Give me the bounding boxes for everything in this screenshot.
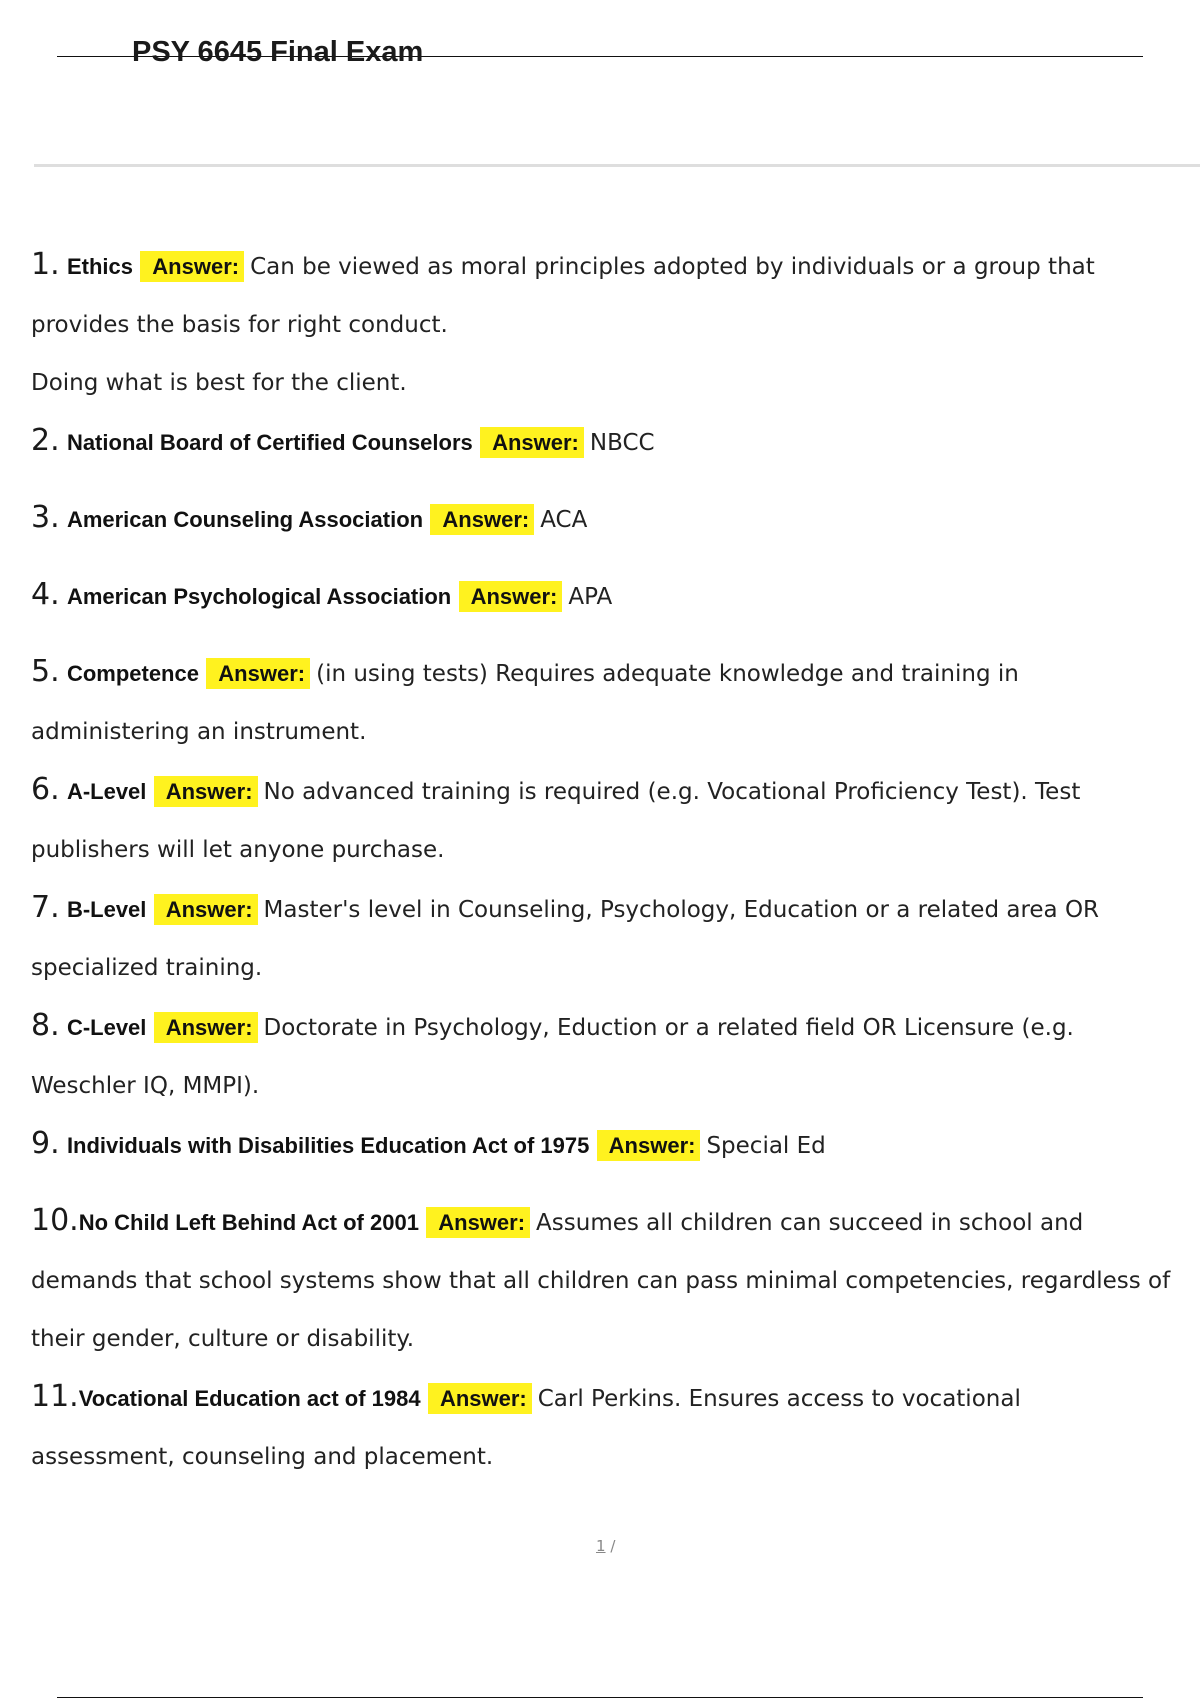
answer-text: Carl Perkins. Ensures access to vocational assessment, counseling and placement. <box>31 1386 1021 1470</box>
question-term: Individuals with Disabilities Education Act of 1975 <box>66 1133 590 1158</box>
answer-text: ACA <box>540 507 588 533</box>
header-divider <box>34 164 1200 167</box>
question-number: 2. <box>31 423 60 458</box>
footer-rule <box>57 1697 1143 1698</box>
question-item-2 <box>31 412 1171 472</box>
answer-text: Can be viewed as moral principles adopted by individuals or a group that provides the basis for right conduct. <box>31 254 1095 338</box>
question-term: C-Level <box>66 1015 147 1040</box>
question-term: No Child Left Behind Act of 2001 <box>78 1210 419 1235</box>
answer-text: NBCC <box>589 430 655 456</box>
answer-text: No advanced training is required (e.g. Vocational Proficiency Test). Test publishers will let anyone purchase. <box>31 779 1081 863</box>
answer-text: (in using tests) Requires adequate knowledge and training in administering an instrument. <box>31 661 1019 745</box>
answer-label: Answer: <box>154 776 258 807</box>
document-title: PSY 6645 Final Exam <box>132 36 424 68</box>
question-number: 5. <box>31 654 60 689</box>
answer-label: Answer: <box>154 1012 258 1043</box>
question-term: American Psychological Association <box>66 584 452 609</box>
question-item-6 <box>31 761 1171 879</box>
question-item-1 <box>31 236 1171 412</box>
question-item-8 <box>31 997 1171 1115</box>
answer-text: APA <box>568 584 613 610</box>
answer-text: Special Ed <box>706 1133 826 1159</box>
question-number: 11. <box>31 1379 79 1414</box>
answer-label: Answer: <box>154 894 258 925</box>
answer-text: Master's level in Counseling, Psychology, Education or a related area OR specialized training. <box>31 897 1100 981</box>
question-number: 3. <box>31 500 60 535</box>
question-item-4 <box>31 566 1171 626</box>
question-item-7 <box>31 879 1171 997</box>
question-term: A-Level <box>66 779 147 804</box>
answer-label: Answer: <box>206 658 310 689</box>
answer-extra-text: Doing what is best for the client. <box>31 370 407 396</box>
answer-label: Answer: <box>426 1207 530 1238</box>
question-item-10 <box>31 1192 1171 1368</box>
question-item-9 <box>31 1115 1171 1175</box>
question-number: 9. <box>31 1126 60 1161</box>
answer-label: Answer: <box>597 1130 701 1161</box>
page-number <box>596 1537 615 1555</box>
question-term: Competence <box>66 661 199 686</box>
question-term: National Board of Certified Counselors <box>66 430 473 455</box>
question-number: 4. <box>31 577 60 612</box>
page-number-suffix: / <box>605 1537 616 1555</box>
question-number: 7. <box>31 890 60 925</box>
question-number: 8. <box>31 1008 60 1043</box>
answer-label: Answer: <box>459 581 563 612</box>
question-number: 10. <box>31 1203 79 1238</box>
question-list <box>31 236 1171 1486</box>
answer-label: Answer: <box>430 504 534 535</box>
answer-label: Answer: <box>428 1383 532 1414</box>
answer-text: Doctorate in Psychology, Eduction or a related field OR Licensure (e.g. Weschler IQ, MMPI). <box>31 1015 1074 1099</box>
question-number: 1. <box>31 247 60 282</box>
question-term: B-Level <box>66 897 147 922</box>
question-item-3 <box>31 489 1171 549</box>
answer-label: Answer: <box>140 251 244 282</box>
answer-text: Assumes all children can succeed in school and demands that school systems show that all children can pass minimal competencies, regardless of their gender, culture or disability. <box>31 1210 1171 1352</box>
question-item-5 <box>31 643 1171 761</box>
question-item-11 <box>31 1368 1171 1486</box>
page-number-value: 1 <box>596 1537 606 1555</box>
question-term: Ethics <box>66 254 133 279</box>
question-term: American Counseling Association <box>66 507 424 532</box>
answer-label: Answer: <box>480 427 584 458</box>
question-term: Vocational Education act of 1984 <box>78 1386 421 1411</box>
question-number: 6. <box>31 772 60 807</box>
